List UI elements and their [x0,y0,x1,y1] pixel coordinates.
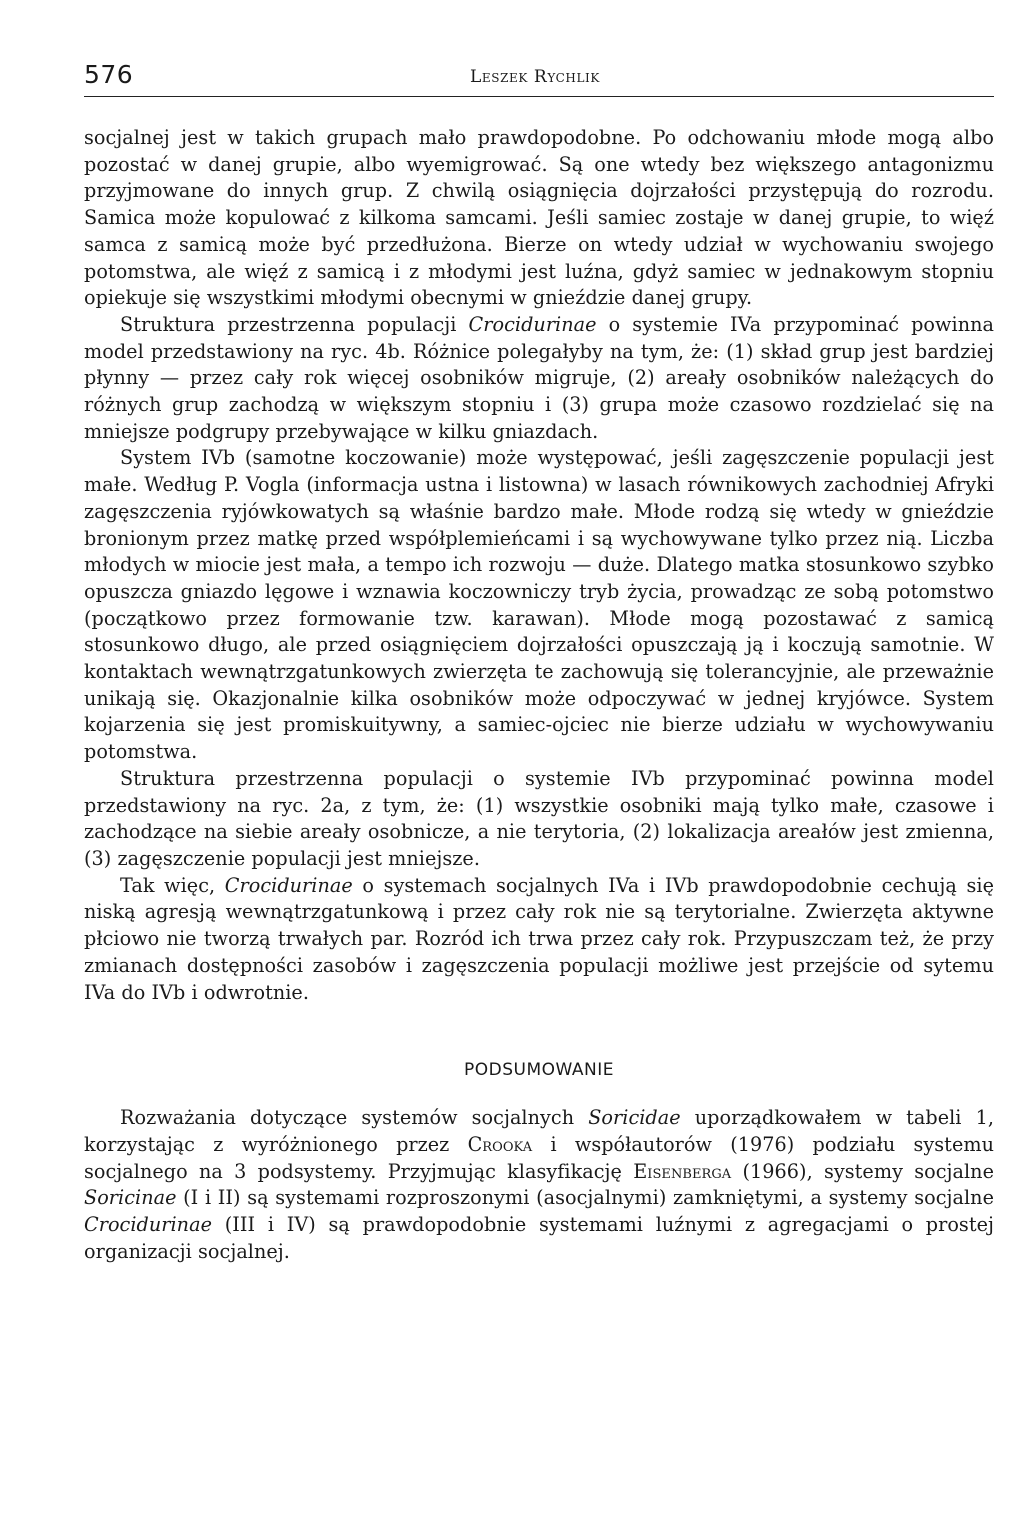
section-heading-summary: PODSUMOWANIE [464,1060,614,1081]
text-run: Struktura przestrzenna populacji [120,312,469,336]
taxon-name: Soricinae [84,1186,177,1210]
paragraph-structure-ivb: Struktura przestrzenna populacji o systemie IVb przypominać powinna model przedstawiony na ryc. 2a, z tym, że: (1) wszystkie osobniki mają tylko małe, czasowe i zachodzące na siebie areały osobnicze, a nie terytoria, (2) lokalizacja areałów jest zmienna, (3) zagęszczenie populacji jest mniejsze. [84,766,994,870]
text-run: Rozważania dotyczące systemów socjalnych [120,1106,589,1130]
text-run: uporządkowałem w tabeli 1, korzystając z wyróżnionego przez [84,1106,995,1156]
taxon-name: Crocidurinae [224,873,353,897]
book-page [84,60,994,1265]
taxon-name: Crocidurinae [468,312,597,336]
paragraph-structure-iva [84,312,994,446]
text-run: o systemie IVa przypominać powinna model przedstawiony na ryc. 4b. Różnice polegałyby na tym, że: (1) skład grup jest bardziej płynny — przez cały rok więcej osobników migruje, (2) areały osobników należących do różnych grup zachodzą w większym stopniu i (3) grupa może czasowo rozdzielać się na mniejsze podgrupy przebywające w kilku gniazdach. [84,312,994,443]
cited-author: Eisenberga [633,1159,732,1183]
text-run: Tak więc, [120,873,225,897]
running-head [84,60,994,97]
page-number: 576 [84,60,134,89]
taxon-name: Soricidae [588,1106,681,1130]
paragraph-continued: socjalnej jest w takich grupach mało prawdopodobne. Po odchowaniu młode mogą albo pozostać w danej grupie, albo wyemigrować. Są one wtedy bez większego antagonizmu przyjmowane do innych grup. Z chwilą osiągnięcia dojrzałości przystępują do rozrodu. Samica może kopulować z kilkoma samcami. Jeśli samiec zostaje w danej grupie, to więź samca z samicą może być przedłużona. Bierze on wtedy udział w wychowaniu swojego potomstwa, ale więź z samicą i z młodymi jest luźna, gdyż samiec w jednakowym stopniu opiekuje się wszystkimi młodymi obecnymi w gnieździe danej grupy. [84,126,994,310]
main-text [84,125,994,1006]
paragraph-system-ivb: System IVb (samotne koczowanie) może występować, jeśli zagęszczenie populacji jest małe. Według P. Vogla (informacja ustna i listowna) w lasach równikowych zachodniej Afryki zagęszczenia ryjówkowatych są właśnie bardzo małe. Młode rodzą się wtedy w gnieździe bronionym przez matkę przed współplemieńcami i są wychowywane tylko przez nią. Liczba młodych w miocie jest mała, a tempo ich rozwoju — duże. Dlatego matka stosunkowo szybko opuszcza gniazdo lęgowe i wznawia koczowniczy tryb życia, prowadząc ze sobą potomstwo (początkowo przez formowanie tzw. karawan). Młode mogą pozostawać z samicą stosunkowo długo, ale przed osiągnięciem dojrzałości opuszczają ją i koczują samotnie. W kontaktach wewnątrzgatunkowych zwierzęta te zachowują się tolerancyjnie, ale przeważnie unikają się. Okazjonalnie kilka osobników może odpoczywać w jednej kryjówce. System kojarzenia się jest promiskuitywny, a samiec-ojciec nie bierze udziału w wychowywaniu potomstwa. [84,446,994,764]
taxon-name: Crocidurinae [84,1213,212,1237]
text-run: o systemach socjalnych IVa i IVb prawdopodobnie cechują się niską agresją wewnątrzgatunkową i przez cały rok nie są terytorialne. Zwierzęta aktywne płciowo nie tworzą trwałych par. Rozród ich trwa przez cały rok. Przypuszczam też, że przy zmianach dostępności zasobów i zagęszczenia populacji możliwe jest przejście od sytemu IVa do IVb i odwrotnie. [84,873,994,1004]
summary-paragraph [84,1105,994,1265]
cited-author: Crooka [467,1132,533,1156]
text-run: (1966), systemy socjalne [731,1159,994,1183]
running-head-author: Leszek Rychlik [470,67,600,87]
text-run: i współautorów (1976) podziału systemu socjalnego na 3 podsystemy. Przyjmując klasyfikację [84,1132,994,1183]
text-run: (I i II) są systemami rozproszonymi (asocjalnymi) zamkniętymi, a systemy socjalne [176,1186,994,1210]
paragraph-conclusion [84,873,994,1007]
text-run: (III i IV) są prawdopodobnie systemami luźnymi z agregacjami o prostej organizacji socjalnej. [84,1213,994,1263]
